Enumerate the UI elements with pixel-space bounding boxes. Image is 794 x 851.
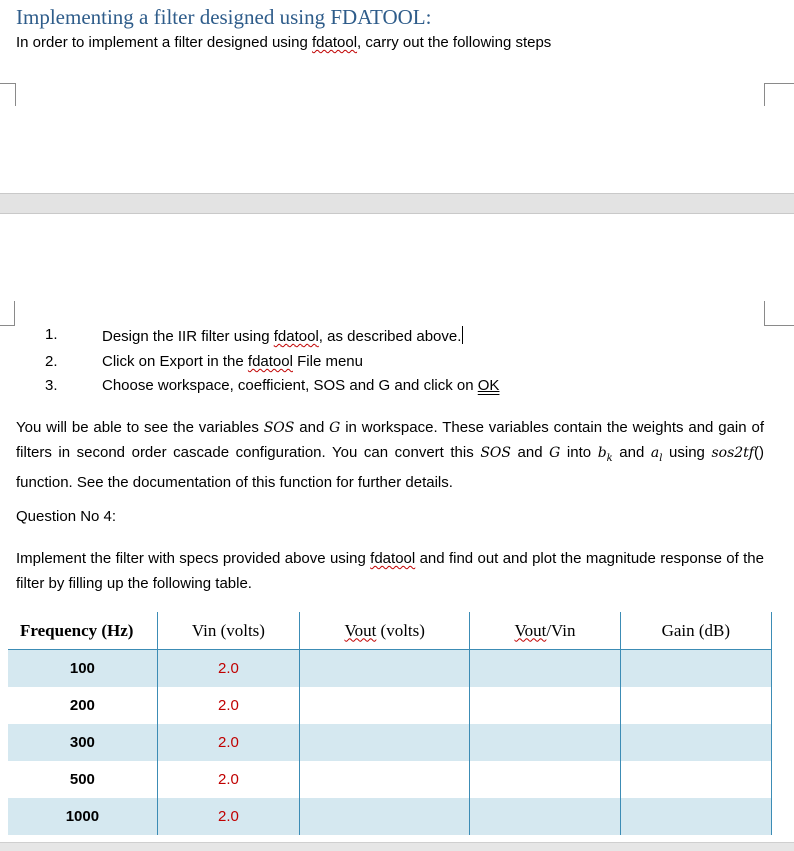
cell-ratio[interactable]	[470, 798, 620, 835]
cell-ratio[interactable]	[470, 761, 620, 798]
workspace-paragraph[interactable]	[16, 416, 764, 496]
table-row	[8, 724, 772, 761]
cell-frequency[interactable]: 100	[8, 650, 157, 688]
var-b: b	[597, 444, 607, 461]
step-term: fdatool	[247, 353, 293, 370]
cell-vout[interactable]	[300, 724, 470, 761]
cell-gain[interactable]	[620, 761, 771, 798]
column-header-vout	[300, 612, 470, 650]
intro-text-end: , carry out the following steps	[357, 34, 552, 51]
para-text: using	[662, 443, 712, 461]
question-paragraph[interactable]	[16, 547, 764, 596]
table-row	[8, 650, 772, 688]
ratio-word: Vout	[514, 620, 547, 640]
para-text: and	[612, 443, 651, 461]
para-text: You will be able to see the variables	[16, 419, 264, 436]
var-g: G	[329, 420, 341, 436]
list-item	[0, 377, 794, 399]
cell-frequency[interactable]: 1000	[8, 798, 157, 835]
page-corner-mark-bottom-left	[0, 301, 15, 326]
step-text[interactable]	[102, 326, 463, 345]
page-break-gap	[0, 193, 794, 214]
column-header-gain: Gain (dB)	[620, 612, 771, 650]
page-corner-mark-top-right	[764, 83, 794, 106]
para-text: and find out and plot the magnitude response of the filter by filling up the following table.	[16, 550, 764, 592]
cell-vin[interactable]: 2.0	[157, 798, 299, 835]
cell-vin[interactable]: 2.0	[157, 761, 299, 798]
cell-gain[interactable]	[620, 687, 771, 724]
vout-word: Vout	[344, 620, 377, 640]
para-text: function. See the documentation of this function for further details.	[16, 474, 453, 491]
function-sos2tf: sos2tf	[711, 444, 754, 461]
cell-vin[interactable]: 2.0	[157, 650, 299, 688]
document-heading: Implementing a filter designed using FDATOOL:	[16, 5, 432, 29]
ratio-rest: /Vin	[546, 620, 576, 640]
cell-vin[interactable]: 2.0	[157, 724, 299, 761]
step-number: 2.	[45, 353, 58, 370]
step-number: 3.	[45, 377, 58, 394]
column-header-vin: Vin (volts)	[157, 612, 299, 650]
cell-gain[interactable]	[620, 724, 771, 761]
list-item	[0, 353, 794, 375]
cell-vin[interactable]: 2.0	[157, 687, 299, 724]
var-b-subscript: k	[606, 452, 613, 464]
cell-ratio[interactable]	[470, 724, 620, 761]
var-a-subscript: l	[659, 452, 663, 464]
intro-text-start: In order to implement a filter designed using	[16, 34, 312, 51]
step-text-start: Click on Export in the	[102, 353, 248, 370]
para-text: in workspace. These variables contain the weights and gain of filters in second order cascade configuration. You can convert this	[16, 419, 764, 461]
response-table	[8, 612, 772, 835]
step-text[interactable]	[102, 353, 363, 370]
page-corner-mark-top-left	[0, 83, 16, 106]
question-label: Question No 4:	[16, 508, 117, 525]
table-row	[8, 761, 772, 798]
var-a: a	[650, 444, 660, 461]
column-header-ratio	[470, 612, 620, 650]
cell-vout[interactable]	[300, 798, 470, 835]
para-text: and	[294, 419, 330, 436]
step-term: OK	[477, 377, 500, 394]
function-parens: ()	[753, 443, 764, 461]
page-corner-mark-bottom-right	[764, 301, 794, 326]
cell-ratio[interactable]	[470, 650, 620, 688]
column-header-frequency: Frequency (Hz)	[8, 612, 157, 650]
para-term-fdatool: fdatool	[370, 550, 416, 567]
step-text-start: Design the IIR filter using	[102, 328, 274, 345]
step-text-start: Choose workspace, coefficient, SOS and G and click on	[102, 377, 478, 394]
var-sos: SOS	[480, 444, 511, 461]
intro-line	[16, 34, 551, 51]
table-header-row	[8, 612, 772, 650]
cell-vout[interactable]	[300, 650, 470, 688]
var-g: G	[549, 444, 561, 461]
step-number: 1.	[45, 326, 58, 343]
cell-ratio[interactable]	[470, 687, 620, 724]
text-cursor	[462, 326, 463, 344]
step-text-end: , as described above.	[318, 328, 462, 345]
cell-frequency[interactable]: 500	[8, 761, 157, 798]
step-text-end: File menu	[292, 353, 363, 370]
list-item	[0, 326, 794, 348]
vout-rest: (volts)	[376, 620, 425, 640]
para-text: and	[510, 443, 550, 461]
para-text: Implement the filter with specs provided above using	[16, 550, 371, 567]
intro-term-fdatool: fdatool	[312, 34, 358, 51]
cell-frequency[interactable]: 300	[8, 724, 157, 761]
cell-vout[interactable]	[300, 687, 470, 724]
table-row	[8, 798, 772, 835]
var-sos: SOS	[263, 420, 295, 436]
step-text[interactable]	[102, 377, 499, 394]
table-row	[8, 687, 772, 724]
step-term: fdatool	[273, 328, 319, 345]
cell-gain[interactable]	[620, 650, 771, 688]
cell-frequency[interactable]: 200	[8, 687, 157, 724]
cell-vout[interactable]	[300, 761, 470, 798]
cell-gain[interactable]	[620, 798, 771, 835]
para-text: into	[560, 443, 598, 461]
